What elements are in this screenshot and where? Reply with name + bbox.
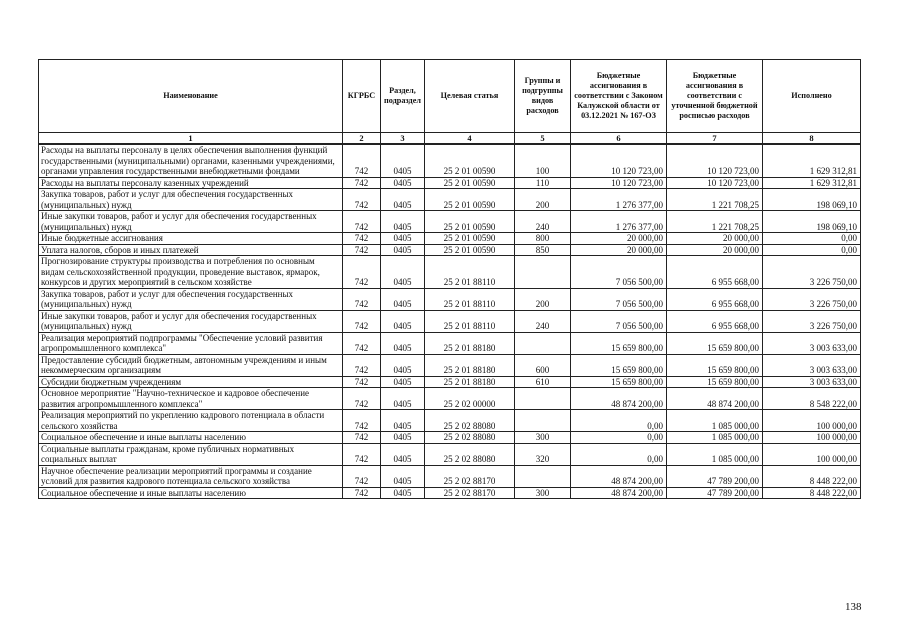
row-law-budget: 15 659 800,00	[571, 376, 667, 388]
table-row	[39, 288, 861, 310]
row-name: Уплата налогов, сборов и иных платежей	[39, 244, 343, 256]
table-row	[39, 310, 861, 332]
row-law-budget: 15 659 800,00	[571, 354, 667, 376]
row-name: Социальные выплаты гражданам, кроме публичных нормативных социальных выплат	[39, 443, 343, 465]
row-section: 0405	[381, 410, 425, 432]
row-group: 240	[515, 310, 571, 332]
row-section: 0405	[381, 256, 425, 289]
row-kgrbs: 742	[343, 211, 381, 233]
row-group	[515, 410, 571, 432]
row-law-budget: 15 659 800,00	[571, 332, 667, 354]
header-name: Наименование	[39, 60, 343, 133]
row-name: Иные закупки товаров, работ и услуг для обеспечения государственных (муниципальных) нужд	[39, 310, 343, 332]
row-law-budget: 7 056 500,00	[571, 256, 667, 289]
row-refined-budget: 47 789 200,00	[667, 487, 763, 499]
row-section: 0405	[381, 177, 425, 189]
row-law-budget: 48 874 200,00	[571, 388, 667, 410]
row-executed: 3 003 633,00	[763, 332, 861, 354]
row-name: Закупка товаров, работ и услуг для обеспечения государственных (муниципальных) нужд	[39, 189, 343, 211]
row-section: 0405	[381, 144, 425, 177]
header-row	[39, 60, 861, 133]
row-refined-budget: 48 874 200,00	[667, 388, 763, 410]
row-target: 25 2 01 00590	[425, 189, 515, 211]
row-kgrbs: 742	[343, 376, 381, 388]
row-name: Предоставление субсидий бюджетным, автономным учреждениям и иным некоммерческим организациям	[39, 354, 343, 376]
row-section: 0405	[381, 388, 425, 410]
row-target: 25 2 01 00590	[425, 211, 515, 233]
row-group: 100	[515, 144, 571, 177]
header-target: Целевая статья	[425, 60, 515, 133]
row-refined-budget: 20 000,00	[667, 233, 763, 245]
row-kgrbs: 742	[343, 432, 381, 444]
row-group: 850	[515, 244, 571, 256]
column-number: 8	[763, 133, 861, 145]
row-refined-budget: 15 659 800,00	[667, 332, 763, 354]
row-group: 610	[515, 376, 571, 388]
table-row	[39, 211, 861, 233]
row-executed: 100 000,00	[763, 432, 861, 444]
row-kgrbs: 742	[343, 388, 381, 410]
row-group	[515, 256, 571, 289]
row-name: Расходы на выплаты персоналу в целях обеспечения выполнения функций государственными (муниципальными) органами, казенными учреждениями, органами управления государственными внебюджетными фондами	[39, 144, 343, 177]
row-executed: 3 003 633,00	[763, 376, 861, 388]
row-executed: 0,00	[763, 233, 861, 245]
row-law-budget: 48 874 200,00	[571, 487, 667, 499]
row-refined-budget: 1 085 000,00	[667, 410, 763, 432]
row-executed: 198 069,10	[763, 211, 861, 233]
header-executed: Исполнено	[763, 60, 861, 133]
row-section: 0405	[381, 288, 425, 310]
row-name: Закупка товаров, работ и услуг для обеспечения государственных (муниципальных) нужд	[39, 288, 343, 310]
row-group: 320	[515, 443, 571, 465]
row-name: Научное обеспечение реализации мероприятий программы и создание условий для развития кадрового потенциала сельского хозяйства	[39, 465, 343, 487]
budget-execution-table	[38, 59, 861, 499]
row-target: 25 2 02 00000	[425, 388, 515, 410]
row-executed: 1 629 312,81	[763, 177, 861, 189]
row-law-budget: 20 000,00	[571, 244, 667, 256]
row-executed: 3 226 750,00	[763, 288, 861, 310]
row-name: Реализация мероприятий по укреплению кадрового потенциала в области сельского хозяйства	[39, 410, 343, 432]
row-kgrbs: 742	[343, 465, 381, 487]
row-kgrbs: 742	[343, 244, 381, 256]
row-name: Реализация мероприятий подпрограммы "Обеспечение условий развития агропромышленного комплекса"	[39, 332, 343, 354]
column-number: 3	[381, 133, 425, 145]
row-name: Социальное обеспечение и иные выплаты населению	[39, 432, 343, 444]
row-law-budget: 7 056 500,00	[571, 288, 667, 310]
header-kgrbs: КГРБС	[343, 60, 381, 133]
row-section: 0405	[381, 432, 425, 444]
row-law-budget: 1 276 377,00	[571, 211, 667, 233]
table-row	[39, 189, 861, 211]
row-executed: 1 629 312,81	[763, 144, 861, 177]
row-section: 0405	[381, 310, 425, 332]
row-executed: 100 000,00	[763, 410, 861, 432]
row-kgrbs: 742	[343, 410, 381, 432]
row-refined-budget: 1 221 708,25	[667, 211, 763, 233]
row-target: 25 2 01 00590	[425, 233, 515, 245]
row-group: 240	[515, 211, 571, 233]
row-executed: 3 226 750,00	[763, 310, 861, 332]
table-row	[39, 487, 861, 499]
row-executed: 100 000,00	[763, 443, 861, 465]
row-target: 25 2 02 88080	[425, 443, 515, 465]
table-row	[39, 443, 861, 465]
table-row	[39, 388, 861, 410]
table-row	[39, 376, 861, 388]
row-law-budget: 10 120 723,00	[571, 177, 667, 189]
row-target: 25 2 02 88170	[425, 487, 515, 499]
row-executed: 8 448 222,00	[763, 465, 861, 487]
row-group: 300	[515, 432, 571, 444]
row-refined-budget: 10 120 723,00	[667, 144, 763, 177]
row-law-budget: 0,00	[571, 410, 667, 432]
row-target: 25 2 02 88170	[425, 465, 515, 487]
header-law-budget: Бюджетные ассигнования в соответствии с Законом Калужской области от 03.12.2021 № 167-ОЗ	[571, 60, 667, 133]
row-group: 200	[515, 189, 571, 211]
row-target: 25 2 01 00590	[425, 177, 515, 189]
row-group: 110	[515, 177, 571, 189]
row-group	[515, 332, 571, 354]
row-refined-budget: 6 955 668,00	[667, 310, 763, 332]
row-target: 25 2 01 88180	[425, 354, 515, 376]
row-kgrbs: 742	[343, 288, 381, 310]
row-target: 25 2 01 88110	[425, 310, 515, 332]
table-row	[39, 432, 861, 444]
row-refined-budget: 1 221 708,25	[667, 189, 763, 211]
row-kgrbs: 742	[343, 189, 381, 211]
row-law-budget: 0,00	[571, 432, 667, 444]
row-law-budget: 0,00	[571, 443, 667, 465]
row-name: Социальное обеспечение и иные выплаты населению	[39, 487, 343, 499]
row-refined-budget: 20 000,00	[667, 244, 763, 256]
row-group	[515, 388, 571, 410]
row-group: 800	[515, 233, 571, 245]
row-section: 0405	[381, 233, 425, 245]
row-section: 0405	[381, 487, 425, 499]
table-row	[39, 177, 861, 189]
row-target: 25 2 01 88180	[425, 332, 515, 354]
column-number: 2	[343, 133, 381, 145]
row-name: Расходы на выплаты персоналу казенных учреждений	[39, 177, 343, 189]
row-kgrbs: 742	[343, 256, 381, 289]
row-kgrbs: 742	[343, 354, 381, 376]
row-executed: 198 069,10	[763, 189, 861, 211]
row-target: 25 2 01 88110	[425, 256, 515, 289]
row-target: 25 2 01 88110	[425, 288, 515, 310]
row-target: 25 2 01 88180	[425, 376, 515, 388]
table-row	[39, 332, 861, 354]
row-refined-budget: 1 085 000,00	[667, 432, 763, 444]
row-group: 600	[515, 354, 571, 376]
row-section: 0405	[381, 465, 425, 487]
row-name: Иные закупки товаров, работ и услуг для обеспечения государственных (муниципальных) нужд	[39, 211, 343, 233]
row-refined-budget: 6 955 668,00	[667, 288, 763, 310]
row-group	[515, 465, 571, 487]
row-executed: 8 448 222,00	[763, 487, 861, 499]
page-number: 138	[845, 601, 862, 613]
row-section: 0405	[381, 211, 425, 233]
row-section: 0405	[381, 354, 425, 376]
row-group: 200	[515, 288, 571, 310]
row-target: 25 2 02 88080	[425, 410, 515, 432]
row-section: 0405	[381, 332, 425, 354]
row-section: 0405	[381, 244, 425, 256]
table-row	[39, 233, 861, 245]
table-row	[39, 144, 861, 177]
row-section: 0405	[381, 189, 425, 211]
row-name: Основное мероприятие "Научно-техническое и кадровое обеспечение развития агропромышленного комплекса"	[39, 388, 343, 410]
column-number: 1	[39, 133, 343, 145]
row-law-budget: 20 000,00	[571, 233, 667, 245]
table-row	[39, 256, 861, 289]
row-section: 0405	[381, 443, 425, 465]
table-row	[39, 465, 861, 487]
table-row	[39, 410, 861, 432]
table-body	[39, 144, 861, 499]
row-kgrbs: 742	[343, 177, 381, 189]
row-kgrbs: 742	[343, 332, 381, 354]
row-name: Субсидии бюджетным учреждениям	[39, 376, 343, 388]
row-kgrbs: 742	[343, 233, 381, 245]
row-name: Иные бюджетные ассигнования	[39, 233, 343, 245]
header-section: Раздел, подраздел	[381, 60, 425, 133]
row-executed: 3 003 633,00	[763, 354, 861, 376]
column-number: 5	[515, 133, 571, 145]
row-target: 25 2 02 88080	[425, 432, 515, 444]
column-number: 6	[571, 133, 667, 145]
row-section: 0405	[381, 376, 425, 388]
row-kgrbs: 742	[343, 443, 381, 465]
row-executed: 3 226 750,00	[763, 256, 861, 289]
row-law-budget: 1 276 377,00	[571, 189, 667, 211]
row-name: Прогнозирование структуры производства и потребления по основным видам сельскохозяйственной продукции, проведение выставок, ярмарок, конкурсов и других мероприятий в сельском хозяйстве	[39, 256, 343, 289]
row-kgrbs: 742	[343, 310, 381, 332]
header-groups: Группы и подгруппы видов расходов	[515, 60, 571, 133]
row-target: 25 2 01 00590	[425, 244, 515, 256]
row-kgrbs: 742	[343, 144, 381, 177]
column-number-row	[39, 133, 861, 145]
row-law-budget: 48 874 200,00	[571, 465, 667, 487]
row-refined-budget: 6 955 668,00	[667, 256, 763, 289]
table-row	[39, 244, 861, 256]
table-row	[39, 354, 861, 376]
row-executed: 8 548 222,00	[763, 388, 861, 410]
row-group: 300	[515, 487, 571, 499]
row-law-budget: 10 120 723,00	[571, 144, 667, 177]
header-refined-budget: Бюджетные ассигнования в соответствии с уточненной бюджетной росписью расходов	[667, 60, 763, 133]
column-number: 7	[667, 133, 763, 145]
row-refined-budget: 15 659 800,00	[667, 376, 763, 388]
row-refined-budget: 15 659 800,00	[667, 354, 763, 376]
row-refined-budget: 10 120 723,00	[667, 177, 763, 189]
row-target: 25 2 01 00590	[425, 144, 515, 177]
row-kgrbs: 742	[343, 487, 381, 499]
row-refined-budget: 47 789 200,00	[667, 465, 763, 487]
row-executed: 0,00	[763, 244, 861, 256]
row-refined-budget: 1 085 000,00	[667, 443, 763, 465]
column-number: 4	[425, 133, 515, 145]
row-law-budget: 7 056 500,00	[571, 310, 667, 332]
